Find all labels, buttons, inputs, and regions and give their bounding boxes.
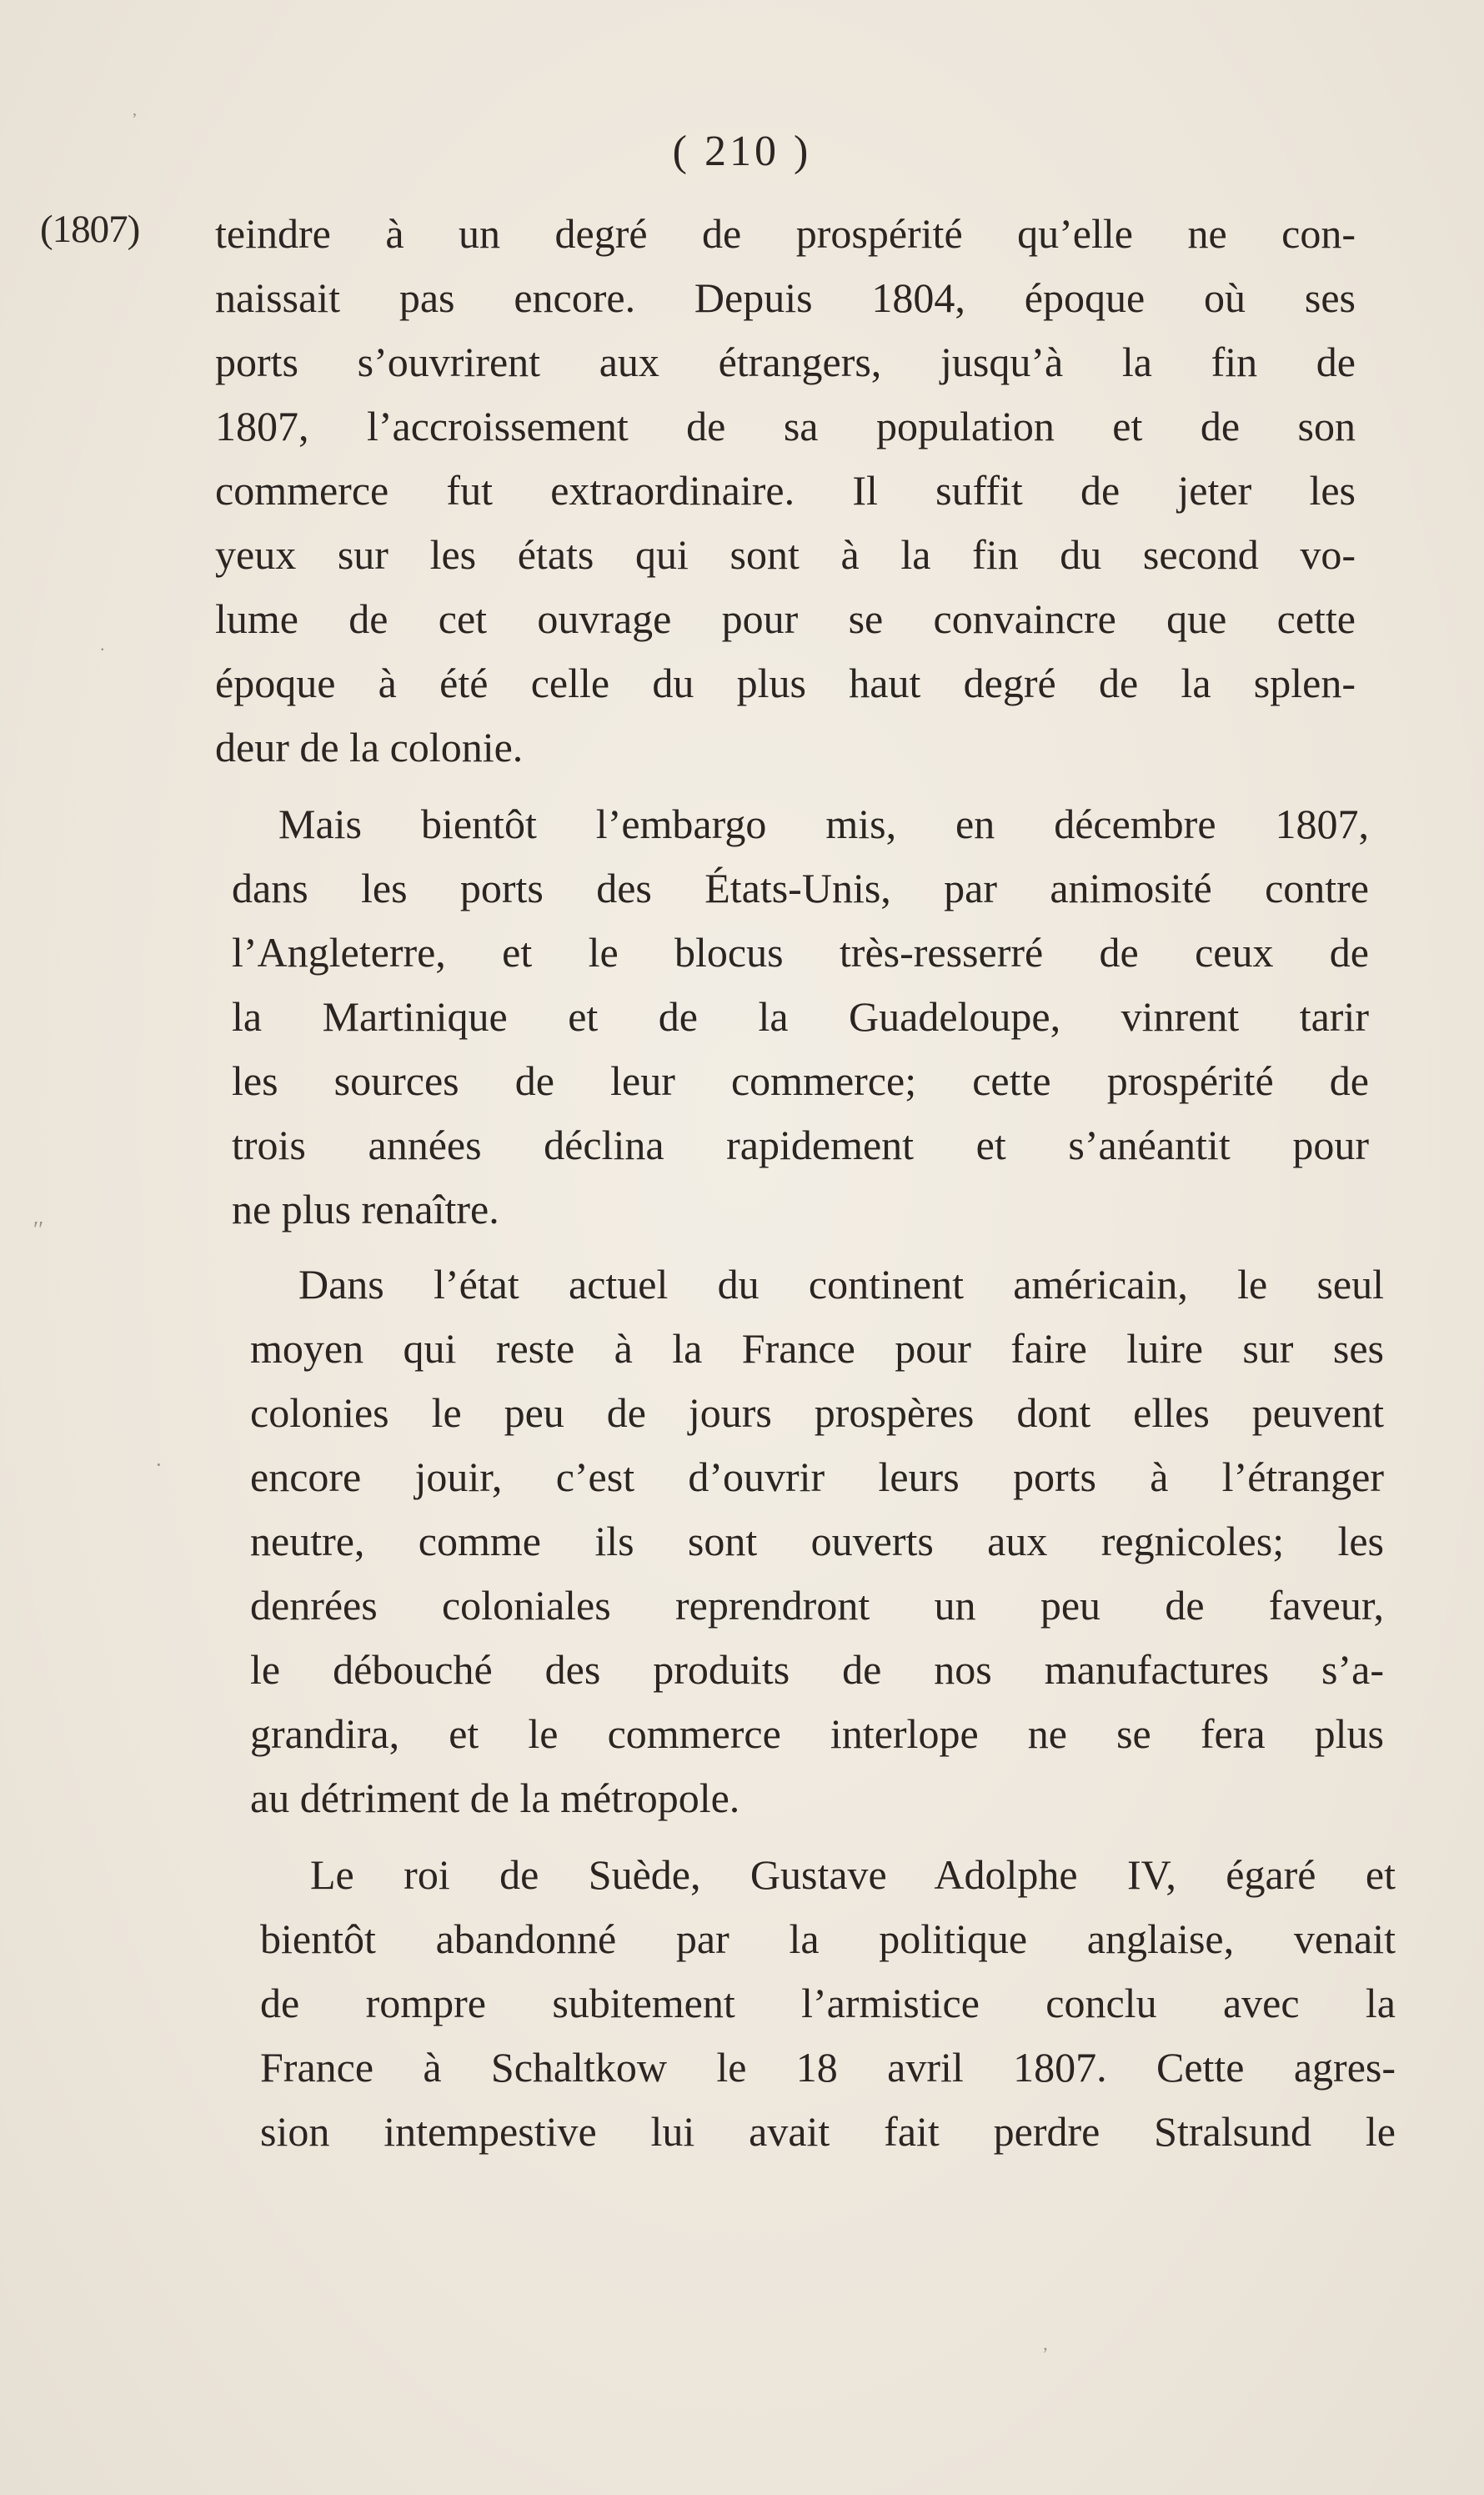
text-line: ports s’ouvrirent aux étrangers, jusqu’à la fin de [215, 339, 1356, 385]
text-line: neutre, comme ils sont ouverts aux regnicoles; les [250, 1518, 1384, 1564]
print-speck: ’ [132, 110, 138, 128]
margin-year-note: (1807) [40, 208, 140, 251]
text-line: bientôt abandonné par la politique anglaise, venait [260, 1915, 1396, 1962]
text-line: deur de la colonie. [215, 724, 524, 771]
text-line: Le roi de Suède, Gustave Adolphe IV, égaré et [310, 1851, 1396, 1898]
text-line: trois années déclina rapidement et s’anéantit pour [232, 1122, 1369, 1168]
text-line: colonies le peu de jours prospères dont elles peuvent [250, 1389, 1384, 1436]
text-line: l’Angleterre, et le blocus très-resserré de ceux de [232, 929, 1369, 976]
text-line: teindre à un degré de prospérité qu’elle ne con- [215, 210, 1356, 257]
text-line: sion intempestive lui avait fait perdre Stralsund le [260, 2108, 1396, 2155]
text-line: les sources de leur commerce; cette prospérité de [232, 1057, 1369, 1104]
text-line: le débouché des produits de nos manufactures s’a- [250, 1646, 1384, 1693]
page-number-header: ( 210 ) [672, 128, 812, 175]
text-line: yeux sur les états qui sont à la fin du second vo- [215, 531, 1356, 578]
text-line: Mais bientôt l’embargo mis, en décembre 1807, [278, 801, 1369, 847]
print-speck: . [100, 634, 105, 655]
print-speck: · [155, 1453, 163, 1477]
text-line: époque à été celle du plus haut degré de la splen- [215, 660, 1356, 706]
text-line: grandira, et le commerce interlope ne se fera plus [250, 1710, 1384, 1757]
print-speck: ′′ [33, 1217, 44, 1243]
text-line: au détriment de la métropole. [250, 1775, 740, 1821]
text-line: dans les ports des États-Unis, par animosité contre [232, 865, 1369, 911]
print-speck: ’ [1042, 2343, 1049, 2364]
text-line: France à Schaltkow le 18 avril 1807. Cette agres- [260, 2044, 1396, 2091]
text-line: ne plus renaître. [232, 1186, 499, 1232]
text-line: naissait pas encore. Depuis 1804, époque où ses [215, 274, 1356, 321]
text-line: encore jouir, c’est d’ouvrir leurs ports à l’étranger [250, 1453, 1384, 1500]
text-line: denrées coloniales reprendront un peu de faveur, [250, 1582, 1384, 1629]
text-line: commerce fut extraordinaire. Il suffit de jeter les [215, 467, 1356, 514]
text-line: de rompre subitement l’armistice conclu avec la [260, 1980, 1396, 2026]
text-line: lume de cet ouvrage pour se convaincre que cette [215, 595, 1356, 642]
text-line: moyen qui reste à la France pour faire luire sur ses [250, 1325, 1384, 1372]
text-line: Dans l’état actuel du continent américain, le seul [298, 1261, 1384, 1308]
text-line: 1807, l’accroissement de sa population et de son [215, 403, 1356, 449]
text-line: la Martinique et de la Guadeloupe, vinrent tarir [232, 993, 1369, 1040]
